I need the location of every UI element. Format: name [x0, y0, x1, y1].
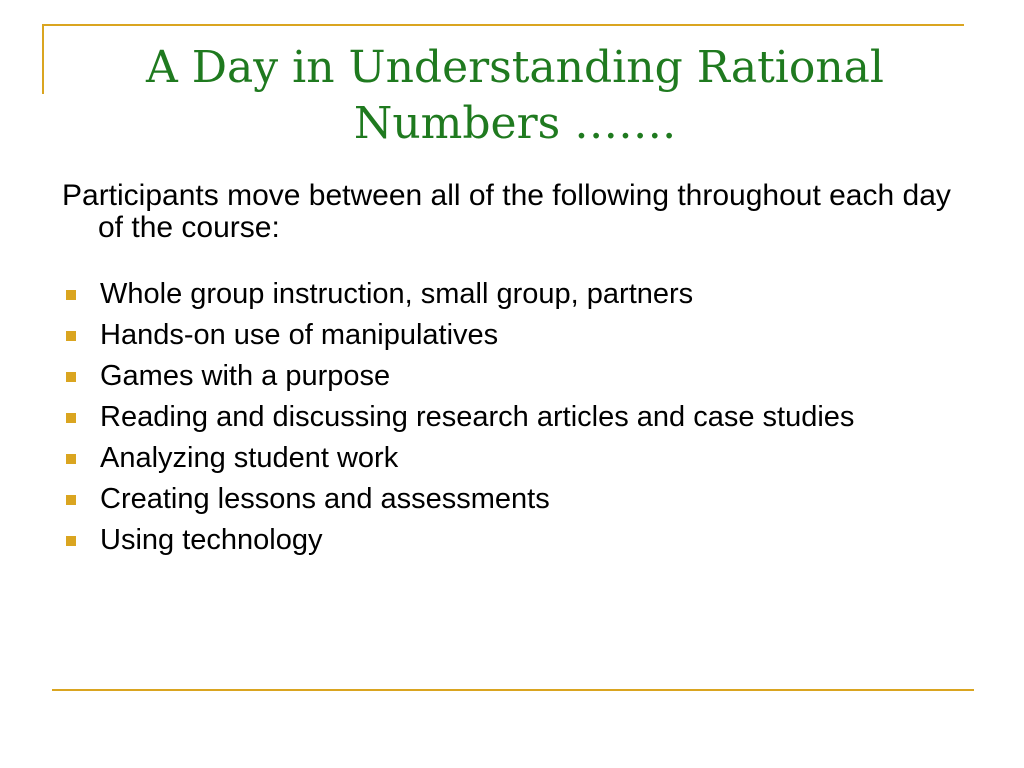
- list-item-text: Using technology: [100, 524, 323, 556]
- slide-body: [62, 180, 962, 565]
- list-item-text: Creating lessons and assessments: [100, 483, 550, 515]
- slide-title-line-2: Numbers …….: [353, 98, 677, 149]
- slide-title-line-1: A Day in Understanding Rational: [146, 42, 884, 93]
- list-item: [62, 483, 962, 515]
- list-item: [62, 319, 962, 351]
- bullet-list: [62, 278, 962, 556]
- slide-title: [60, 40, 970, 152]
- list-item: [62, 360, 962, 392]
- list-item-text: Analyzing student work: [100, 442, 399, 474]
- square-bullet-icon: [66, 413, 76, 423]
- list-item: [62, 278, 962, 310]
- square-bullet-icon: [66, 495, 76, 505]
- square-bullet-icon: [66, 331, 76, 341]
- list-item-text: Games with a purpose: [100, 360, 391, 392]
- square-bullet-icon: [66, 372, 76, 382]
- list-item: [62, 442, 962, 474]
- square-bullet-icon: [66, 290, 76, 300]
- square-bullet-icon: [66, 454, 76, 464]
- list-item: [62, 401, 962, 433]
- list-item-text: Whole group instruction, small group, partners: [100, 278, 694, 310]
- intro-text: Participants move between all of the following throughout each day of the course:: [62, 179, 951, 244]
- list-item: [62, 524, 962, 556]
- left-rule: [42, 24, 44, 94]
- top-rule: [42, 24, 964, 26]
- list-item-text: Reading and discussing research articles and case studies: [100, 401, 855, 433]
- bottom-rule: [52, 689, 974, 691]
- square-bullet-icon: [66, 536, 76, 546]
- list-item-text: Hands-on use of manipulatives: [100, 319, 499, 351]
